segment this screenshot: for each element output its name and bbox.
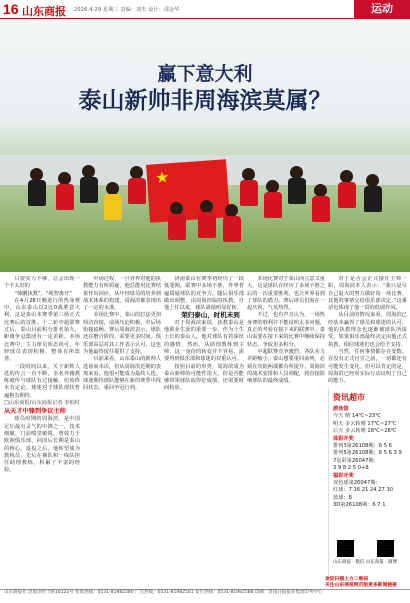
welfare-lottery-section: 福彩开奖 双色球第26047期： 红球：7 16 21 24 27 30 蓝球：8 3D第26108期：6 7 1 [333, 472, 394, 509]
paragraph: 本场比赛对于泰山而言意义重大，这是球队在经历了多场不胜之后的一次重要胜利，也让外界看到了球队的潜力。赛后球员们围在一起庆祝，气氛热烈。 [247, 276, 325, 312]
sports-lottery-section: 体彩开奖 排列3第26108期：6 5 6 排列5第26108期：6 5 6 3 9 7星彩第26047期： 3 9 8 2 5 0+8 [333, 435, 402, 472]
paragraph: 一段时间以来，关于新帅人选的传言一直不断，多名外籍教练被传与球队有过接触，但始终未有定论。球迷对于球队现状普遍抱有期待。 [4, 363, 80, 399]
paragraph: 当然，任何事情都存在变数。在没有正式官宣之前，一切都还有可能发生变化。但可以肯定的是，周海滨已经用实际行动证明了自己的能力。 [328, 348, 407, 385]
paper-name: 山东商报 [22, 5, 66, 18]
footer-promo: 欢迎扫描上方二维码 关注山东商报网页版更多新闻链接 [325, 577, 397, 588]
qr-caption: 山东商报 · 微信 山东商报 · 微博 [333, 560, 398, 565]
paragraph: 球员时期的周海滨，是中国足坛最有灵气的中锋之一，技术细腻、门前嗅觉敏锐，曾效力于欧洲俱乐部，回国后长期是泰山的核心。退役之后，他转型成为教练员，先后在梯队和一线队担任助理教练，积累了丰富的经验。 [4, 416, 80, 474]
paragraph: 从目前的情况来看，周海滨已经基本赢得了球员和球迷的认可，他的执教理念也逐渐被球队所接受。如果俱乐部最终决定由他正式执教，相信球迷们也会给予支持。 [328, 312, 407, 348]
paragraph: 不过，也有声音认为，一场热身赛的胜利并不能说明太多问题，真正的考验在接下来的联赛中。泰山需要在接下来的比赛中继续保持状态，争取更多积分。 [247, 312, 325, 348]
paragraph: 对于周海滨来说，执教泰山是他职业生涯的重要一步。作为土生土长的泰山人，他对球队有着深厚的感情。然而，从助理教练到主帅，这一身份的转变并不容易，需要得到俱乐部和球迷的双重认可。 [164, 319, 244, 363]
page-meta: 2026.4.29 星期三 责编：刘杰 设计：邵金华 [74, 7, 180, 13]
byline: □山东商报/山东商报记者 李柏村 [4, 400, 80, 407]
team-photo [0, 20, 410, 272]
info-sidebar [328, 388, 409, 578]
headline-line-2: 泰山新帅非周海滨莫属？ [78, 88, 332, 114]
paragraph: 目前来看，山东泰山的新帅人选悬而未决，但从周海滨近期的表现来看，他很可能成为最终人选。球迷期待球队能够在新的赛季中找回状态，重回争冠行列。 [83, 356, 161, 392]
page-footer [0, 589, 410, 603]
article-column-4 [247, 276, 325, 586]
qr-code-icon [337, 540, 354, 557]
paragraph: “韩鹏执教”，“现智离开” [14, 290, 72, 297]
players-group [10, 160, 400, 230]
paragraph: 本场比赛中，泰山的打法更加简洁直接，前场压迫积极，中后场衔接流畅。赛后周海滨表示，球队还在磨合阶段，需要更多时间。俱乐部高层对其工作表示认可，这也为他最终留任提供了支持。 [83, 312, 161, 355]
paragraph: 对于是否会正式接任主帅一职，周海滨本人表示：“我只是尽自己最大的努力做好每一场比赛，其他的事情交给俱乐部决定。”这番话也体现了他一贯的低调作风。 [328, 276, 407, 312]
article-column-1 [4, 276, 80, 586]
section-heading: 从天才中锋到争议主帅 [4, 408, 66, 416]
headline-line-1: 赢下意大利 [157, 63, 253, 85]
paragraph: 中场过程，一旦外界对他的执教能力有所质疑，他总能用比赛结果作出回应。从年轻球员的培养到战术体系的构建，周海滨都表现出了一定的水准。 [83, 276, 161, 312]
article-column-2 [83, 276, 161, 586]
footer-text: 山东商报社 济南市经十路16122号 投诉热线：0531-81982580 广告热线：0531-81982501 发行热线：0531-81982588 印刷：济南日报报业集团印务中心 [4, 590, 323, 595]
sidebar-title: 资讯超市 [333, 393, 365, 402]
paragraph: 在4月28日晚进行的热身赛中，山东泰山以2比0战胜意大利，这是泰山本赛季第三场正式比赛后的首胜。十二轮中超联赛过后，泰山目前积分排名第九，距离争冠集团有一定差距。本场比赛中，主力球员状态尚可，年轻球员表现积极，整体有所改善。 [4, 297, 80, 363]
paragraph: 只要实力不够，总会出现一个不太好的 [4, 276, 80, 290]
article-column-5 [328, 276, 407, 386]
paragraph: 中超联赛竞争激烈，各队实力差距缩小，泰山想要重回前列，必须在攻防两端都有所提升。周海滨的战术安排和人员调配，将直接影响球队的最终成绩。 [247, 348, 325, 385]
article-column-3 [164, 276, 244, 586]
page-number: 16 [3, 1, 19, 17]
section-tab: 运动 [354, 0, 410, 18]
qr-code-icon [377, 540, 394, 557]
masthead [0, 0, 410, 19]
star-icon: ★ [154, 167, 170, 188]
paragraph: 济南泰山在赛季初经历了一段低迷期，联赛中多场不胜，外界普遍质疑球队的竞争力。随后俱乐部做出调整，由周海滨临时执教。自他上任以来，球队战绩明显好转。 [164, 276, 244, 312]
paragraph: 按照目前的形势，周海滨成为泰山新帅的可能性很大，但是否能够带领球队取得好成绩，还需要时间检验。 [164, 363, 244, 392]
weather-section: 游泳馆 今天 晴 14℃~23℃ 明天 多云转晴 17℃~27℃ 后天 多云转晴 18℃~28℃ [333, 406, 397, 435]
subheading: 荣归泰山，时机未到 [181, 311, 240, 320]
